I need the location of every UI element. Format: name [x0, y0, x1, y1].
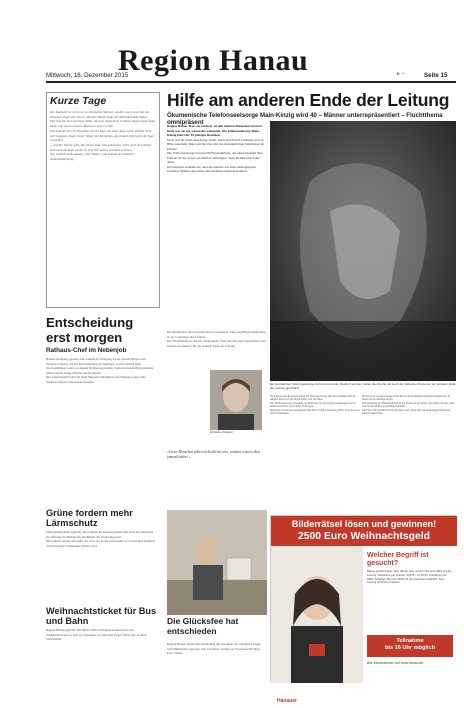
paragraph: Main-Kinzig-Kreis (jgn/dz). Die Grünen im Kreistag haben sich nach der Anhörung zur Öffnung der Brücke für die Bürger der Stadt eingesetzt. — [46, 530, 154, 539]
page-number: Seite 15 — [424, 72, 448, 79]
paragraph: Hanau-Wolfgang (jgn/dz). Die Lösung in Wolfgang ist die ganzen Bürger und Stadtverordneten, die für die Einsetzung im Nebenjob verantwortlich sind. — [46, 357, 146, 366]
paragraph: Das Fluchtthema ist derzeit omnipräsent. Viele Anrufer sind verunsichert und suchen ein offenes Ohr am anderen Ende der Leitung. — [167, 339, 266, 348]
main-lead — [167, 124, 267, 324]
glueck-heading: Die Glücksfee hat entschieden — [167, 616, 239, 636]
main-photo — [270, 121, 456, 381]
main-column-3 — [270, 395, 360, 510]
glueck-image — [167, 510, 267, 615]
ad-line2: 2500 Euro Weihnachtsgeld — [297, 531, 431, 542]
paragraph: doch ihre Kontrolle und im Alltag die Telefonseelsorge aber als Sicherheit. Für die Anrufer bietet sich die Möglichkeit, sich zu öffnen. — [270, 395, 356, 402]
weihnachtsticket-heading: Weihnachtsticket für Bus und Bahn — [46, 606, 157, 626]
ad-instructions: Rätsel gelöst? Dann rufen Sie an oder senden Sie eine SMS mit der Lösung. Teilnahme per Telefon: 01378 / 10 16 09. Teilnahme per SMS: Schicken Sie eine SMS mit dem Stichwort HANAU, Ihrer Lösung und Ihrem Namen. — [367, 569, 452, 585]
nav-dots: ► ▪ — [396, 72, 404, 77]
paragraph: Die Mitarbeiter sind auf jeden Anruf vorbereitet. Eine sorgfältige Ausbildung ist die Grundlage ihrer Arbeit. — [167, 330, 266, 339]
main-photo-caption: Ein Großteil der Telefonseelsorge ist für Anonymität. Dadurch werden neben die Anrufer als auch die helfenden Personen am anderen Ende der Leitung geschützt. — [270, 382, 456, 390]
paragraph: Die Grünen setzen sich dafür ein, dass die Straße nicht mehr von Lastwagen befahren wird und mehr Lärmschutz gebaut wird. — [46, 539, 156, 548]
weihnachtsticket-body — [46, 628, 156, 682]
ad-woman-photo — [271, 546, 363, 704]
paragraph: Das sind die drei im Dezember kurzen Tage, die eines Tages wird, und die nicht sehr langsam. Dann ist der Winter der Menschen, die einfach nicht gern die Tage vorstellen. — [50, 128, 154, 143]
telephone-hand-image — [270, 121, 456, 381]
ad-line1: Bilderrätsel lösen und gewinnen! — [291, 519, 437, 529]
entscheidung-heading: Entscheidung erst morgen — [46, 315, 134, 345]
kurze-tage-heading: Kurze Tage — [50, 95, 107, 107]
advertisement[interactable] — [270, 515, 456, 704]
paragraph: Die Telefonseelsorge unterstützt die Menschen in schwierigen Lebenslagen und ist immer erreichbar, auch an den Feiertagen. — [270, 401, 356, 409]
ad-website[interactable]: Alle Informationen auf www.hanau.de — [367, 661, 424, 665]
paragraph: Das sind die drei wichtigen Sätze, die man tatsächlich in diesen Tagen sagen kann. Dann sagt man an diesen Tagen nur eines: schön. — [50, 119, 156, 129]
masthead — [0, 0, 464, 86]
entscheidung-subheading: Rathaus-Chef im Nebenjob — [46, 347, 127, 354]
paragraph: Das Gedicht hieß anfangs »Der Winter« und stammt aus Kästners Gedichtsammlung. — [50, 152, 135, 162]
ad-woman-image — [271, 546, 363, 683]
paragraph: Die Feier zum Jubiläum findet im Januar statt. Dazu sind alle ehemaligen Mitarbeiter herzlich eingeladen. — [362, 408, 451, 416]
ad-badge-line2: bis 16 Uhr möglich — [384, 645, 436, 651]
pull-quote: »Unser Menschen sollen nicht alleine sein, sondern wissen, dass jemand zuhört.« — [167, 450, 261, 459]
ad-badge-line1: Teilnahme — [396, 638, 424, 644]
lead-bold: Region Hanau. Dass sie existiert, ist den meisten Menschen bewusst. Doch was sie tut, wissen die wenigsten. Die Telefonseelsorge Main-Kinzig feiert ihr 40-jähriges Bestehen. — [167, 124, 263, 137]
main-subheadline: Ökumenische Telefonseelsorge Main-Kinzig wird 40 – Männer unterrepräsentiert – Fluchtthema omnipräsent — [167, 112, 443, 126]
paragraph: Die Telefonseelsorge hat rund 80 Ehrenamtliche, die einen Großteil ihrer Freizeit für die Arbeit am Telefon aufbringen. Viele bleiben über Jahre dabei. — [167, 151, 264, 164]
kurze-tage-body — [50, 110, 156, 304]
newspaper-title: Region Hanau — [118, 44, 309, 77]
masthead-rule — [46, 81, 456, 83]
main-column-4 — [362, 395, 456, 510]
portrait-photo — [210, 370, 262, 430]
paragraph: Doch wer die Telefonseelsorge anruft, kann sich darauf verlassen, dass er Hilfe bekommt. Rund um die Uhr sind die ehrenamtlichen Mitarbeiter im Einsatz. — [167, 137, 264, 151]
paragraph: Im Gespräch erzählen sie, dass die Anrufer aus allen Altersgruppen kommen. Männer sind unter den Anrufern unterrepräsentiert. — [167, 164, 256, 173]
paragraph: Der Kalender ist nicht nur ein tückischer Mensch, sondern auch einer mit den kürzesten Tagen des Jahres. Mit dem Winter endet die Kalenderhürde Winter. — [50, 110, 150, 119]
paragraph: Professor Dr. Gerhard Stanke selbst hat bei der Gründung maßgeblich mitgewirkt. Er blickt auf die Anfänge zurück. — [362, 395, 451, 402]
paragraph: Region Hanau (jgn/dz). Der Rhein-Main-Verkehrsverbund bietet das Weihnachtsticket ab dem 24. Dezember an. Mit dem Ticket fahren Sie zu allen Verwandten. — [46, 628, 147, 642]
paragraph: Insgesamt wurden im vergangenen Jahr über 10 000 Gespräche geführt, viele davon in den Nachtstunden. — [270, 408, 360, 416]
glueck-body — [167, 642, 267, 682]
issue-date: Mittwoch, 16. Dezember 2015 — [46, 72, 129, 79]
glueck-photo-caption: Foto: Weber — [167, 651, 183, 656]
paragraph: Die Vergütung der Ehrenamtlichen ist die Freude an der Arbeit. Wer helfen möchte, kann sich für die nächste Ausbildung anmelden. — [362, 401, 455, 409]
paragraph: Der Landesbezirk kann für mehr Bürgerbeteiligung in der Sitzung sorgen. Die Stadtverordneten entscheiden morgen. — [46, 375, 146, 384]
ad-deadline-badge — [367, 635, 453, 657]
main-headline: Hilfe am anderen Ende der Leitung — [167, 90, 450, 110]
paragraph: Die Kandidaten sollen an diesem Donnerstag stellen. Stellvertretende Bürgermeister haben bereits einige Schritte unternommen. — [46, 366, 154, 375]
gruene-heading: Grüne fordern mehr Lärmschutz — [46, 508, 133, 528]
gruene-body — [46, 530, 156, 600]
paragraph: Region Hanau. Weber hat am Montag die Gewinner der richtigen Lösung vom Bilderrätsel gezogen. Die Gewinner werden per Post benachrichtigt. — [167, 642, 261, 651]
paragraph: ... und die Wärme wird, die kurzen Tage sind gekommen. Kurz nach dem Winter sind auch die Tage wieder so hell. Wir wollen vorwärts schauen. — [50, 142, 152, 152]
ad-logo: Hanauer — [275, 696, 315, 708]
ad-banner — [271, 516, 457, 546]
portrait-caption: Christine Klepper — [210, 430, 234, 434]
entscheidung-body — [46, 357, 156, 503]
glueck-photo — [167, 510, 267, 615]
ad-question: Welcher Begriff ist gesucht? — [367, 552, 429, 567]
portrait-image — [210, 370, 262, 430]
